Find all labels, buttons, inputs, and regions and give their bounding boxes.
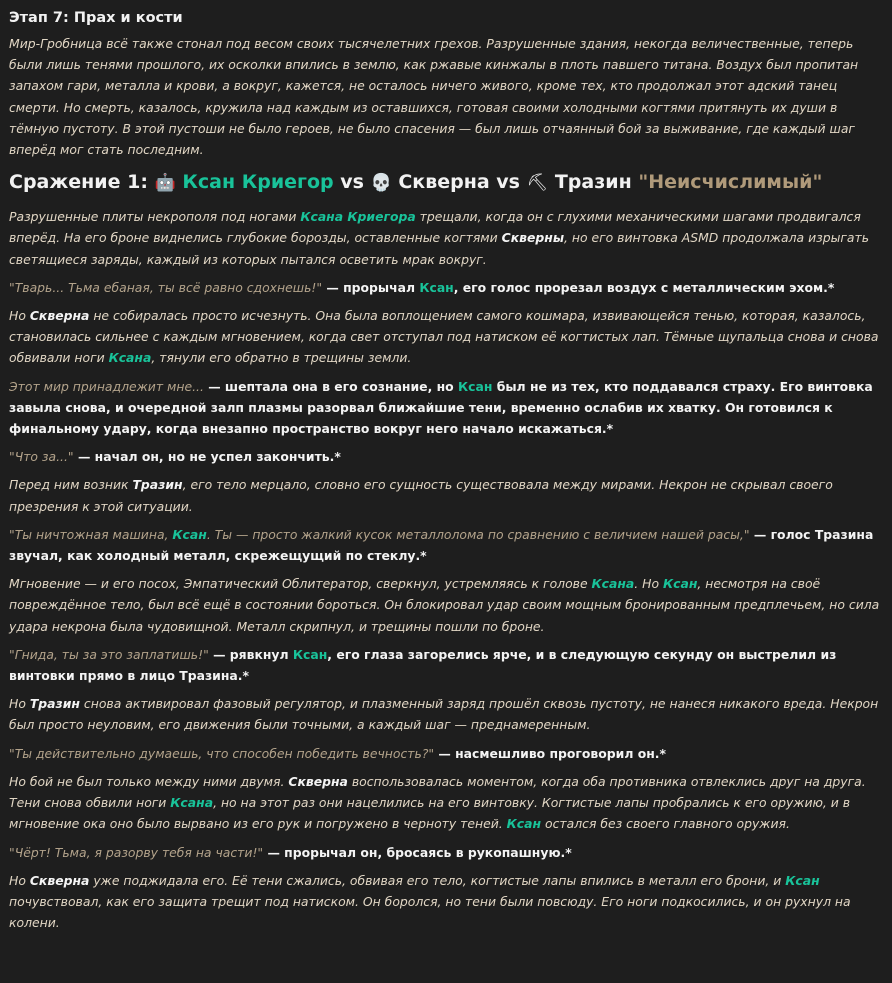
- paragraph-14: [9, 870, 881, 934]
- paragraph-1: [9, 206, 881, 270]
- fighter-1-name: Ксан Криегор: [182, 171, 334, 194]
- paragraph-11: [9, 743, 881, 764]
- text-span: воспользовалась моментом, когда оба противника отвлеклись друг на друга. Тени снова обвили ноги: [9, 773, 866, 811]
- paragraph-12: [9, 771, 881, 835]
- dialogue-quote: "Гнида, ты за это заплатишь!": [9, 646, 209, 662]
- text-span: — голос Тразина звучал, как холодный металл, скрежещущий по стеклу.*: [9, 526, 874, 564]
- character-name: Тразин: [29, 696, 80, 712]
- paragraph-3: [9, 305, 881, 369]
- text-span: — рявкнул: [208, 646, 293, 662]
- text-span: Но бой не был только между ними двумя.: [9, 773, 289, 789]
- character-name: Ксан: [292, 646, 328, 662]
- text-span: , но на этот раз они нацелились на его винтовку. Когтистые лапы пробрались к его оружию, и в мгновение ока оно было вырвано из его рук и погружено в черноту теней.: [9, 795, 851, 832]
- text-span: Но: [9, 308, 30, 324]
- text-span: , несмотря на своё повреждённое тело, был всё ещё в состоянии бороться. Он блокировал удар своим мощным бронированным предплечьем, но сила удара некрона была чудовищной. Металл скрипнул, и трещины пошли по броне.: [9, 576, 880, 634]
- character-name: Скверна: [29, 308, 90, 324]
- fighter-3-name: Тразин: [554, 171, 639, 194]
- paragraph-2: [9, 277, 881, 298]
- skull-icon: 💀: [370, 173, 392, 194]
- text-span: — шептала она в его сознание, но: [203, 378, 458, 394]
- paragraph-7: [9, 524, 881, 566]
- dialogue-quote: "Чёрт! Тьма, я разорву тебя на части!": [9, 844, 264, 860]
- character-name: Ксана: [170, 795, 214, 811]
- text-span: , но его винтовка ASMD продолжала изрыгать светящиеся заряды, каждый из которых пытался осветить мрак вокруг.: [9, 230, 869, 267]
- paragraph-13: [9, 842, 881, 863]
- pick-icon: ⛏: [526, 173, 549, 194]
- character-name: Ксан: [457, 378, 493, 394]
- character-name: Ксан: [663, 576, 698, 592]
- fighter-3-epithet: "Неисчислимый": [638, 171, 823, 194]
- paragraph-6: [9, 474, 881, 516]
- text-span: , тянули его обратно в трещины земли.: [151, 350, 412, 366]
- character-name: Ксана: [108, 350, 152, 366]
- character-name: Ксан: [785, 872, 820, 888]
- battle-prefix: Сражение 1:: [9, 171, 155, 194]
- text-span: Мгновение — и его посох, Эмпатический Облитератор, сверкнул, устремляясь к голове: [9, 576, 592, 592]
- paragraph-10: [9, 693, 881, 735]
- text-span: уже поджидала его. Её тени сжались, обвивая его тело, когтистые лапы впились в металл его брони, и: [89, 872, 786, 888]
- battle-heading: [9, 169, 881, 196]
- text-span: Перед ним возник: [9, 477, 133, 493]
- vs-label-1: vs: [333, 171, 371, 194]
- text-span: — прорычал: [322, 279, 420, 295]
- text-span: . Но: [634, 576, 663, 592]
- dialogue-quote: . Ты — просто жалкий кусок металлолома по сравнению с величием нашей расы,": [206, 526, 750, 542]
- paragraph-9: [9, 644, 881, 686]
- character-name: Ксан: [172, 526, 207, 542]
- text-span: , его тело мерцало, словно его сущность существовала между мирами. Некрон не скрывал своего презрения к этой ситуации.: [9, 477, 833, 514]
- paragraph-5: [9, 446, 881, 467]
- character-name: Скверна: [288, 773, 348, 789]
- text-span: — насмешливо проговорил он.*: [434, 745, 666, 761]
- text-span: — прорычал он, бросаясь в рукопашную.*: [263, 844, 572, 860]
- text-span: Но: [9, 696, 30, 712]
- dialogue-quote: "Что за...": [9, 449, 74, 465]
- text-span: остался без своего главного оружия.: [541, 816, 790, 832]
- text-span: Разрушенные плиты некрополя под ногами: [9, 209, 301, 225]
- vs-label-2: vs: [489, 171, 527, 194]
- section-title: Этап 7: Прах и кости: [9, 10, 183, 26]
- text-span: снова активировал фазовый регулятор, и плазменный заряд прошёл сквозь пустоту, не нанеся никакого вреда. Некрон был просто неуловим, его движения были точными, а каждый шаг — преднамеренным.: [9, 696, 879, 733]
- dialogue-quote: "Ты действительно думаешь, что способен победить вечность?": [9, 745, 435, 761]
- character-name: Ксан: [419, 279, 454, 295]
- text-span: , его голос прорезал воздух с металлическим эхом.*: [453, 279, 835, 295]
- character-name: Ксана: [591, 576, 635, 592]
- text-span: трещали, когда он с глухими механическими шагами продвигался вперёд. На его броне виднелись глубокие борозды, оставленные когтями: [9, 209, 861, 246]
- text-span: , его глаза загорелись ярче, и в следующую секунду он выстрелил из винтовки прямо в лицо Тразина.*: [9, 646, 837, 684]
- paragraph-4: [9, 376, 881, 440]
- intro-paragraph: Мир-Гробница всё также стонал под весом своих тысячелетних грехов. Разрушенные здания, некогда величественные, теперь были лишь тенями прошлого, их осколки впились в землю, как ржавые кинжалы в плоть павшего титана. Воздух был пропитан запахом гари, металла и крови, а вокруг, кажется, не осталось ничего живого, кроме тех, кто продолжал этот адский танец смерти. Но смерть, казалось, кружила над каждым из оставшихся, готовая своими холодными когтями притянуть их души в тёмную пустоту. В этой пустоши не было героев, не было спасения — был лишь отчаянный бой за выживание, где каждый шаг вперёд мог стать последним.: [9, 36, 859, 158]
- character-name: Скверна: [29, 872, 90, 888]
- dialogue-quote: Этот мир принадлежит мне...: [9, 378, 204, 394]
- character-name: Тразин: [132, 477, 183, 493]
- character-name: Скверны: [501, 230, 565, 246]
- text-span: Но: [9, 872, 30, 888]
- dialogue-quote: "Ты ничтожная машина,: [9, 526, 173, 542]
- dialogue-quote: "Тварь... Тьма ебаная, ты всё равно сдохнешь!": [9, 279, 323, 295]
- fighter-2-name: Скверна: [398, 171, 490, 194]
- text-span: — начал он, но не успел закончить.*: [73, 449, 341, 465]
- text-span: был не из тех, кто поддавался страху. Его винтовка завыла снова, и очередной залп плазмы разорвал ближайшие тени, временно ослабив их хватку. Он готовился к финальному удару, когда внезапно пространство вокруг него начало искажаться.*: [9, 378, 873, 437]
- character-name: Ксан: [506, 816, 542, 832]
- robot-icon: 🤖: [154, 173, 176, 194]
- paragraph-8: [9, 573, 881, 637]
- text-span: почувствовал, как его защита трещит под натиском. Он боролся, но тени были повсюду. Его ноги подкосились, и он рухнул на колени.: [9, 893, 851, 931]
- character-name: Ксана Криегора: [300, 209, 416, 225]
- text-span: не собиралась просто исчезнуть. Она была воплощением самого кошмара, извивающейся тенью, которая, казалось, становилась сильнее с каждым мгновением, когда свет отступал под натиском её когтистых лап. Тёмные щупальца снова и снова обвивали ноги: [9, 308, 879, 366]
